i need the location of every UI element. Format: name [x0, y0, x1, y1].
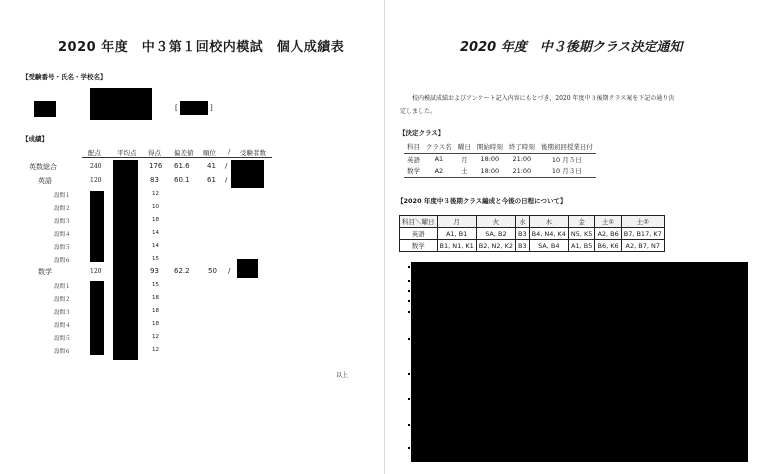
table-cell: 数学: [400, 240, 438, 252]
table-header-cell: 土①: [595, 216, 621, 228]
row-slash: /: [225, 162, 228, 170]
row-label: 設問３: [54, 219, 71, 225]
row-slash: /: [225, 176, 228, 184]
header-deviation: 偏差値: [174, 149, 194, 157]
list-bullet: [408, 266, 410, 268]
row-score: 12: [152, 334, 159, 340]
table-cell: B3: [516, 240, 530, 252]
row-label: 英数総合: [29, 163, 57, 171]
table-header-cell: 金: [568, 216, 595, 228]
table-header-cell: 開始時刻: [474, 141, 506, 153]
row-label: 設問５: [54, 336, 71, 342]
redacted-examinees-math: [237, 259, 258, 278]
table-row: [400, 240, 665, 252]
intro-line-2: 定しました。: [400, 108, 437, 115]
table-header-cell: 後期初回授業日付: [538, 141, 596, 153]
row-score: 10: [152, 204, 159, 210]
class-schedule-table: [399, 215, 665, 252]
results-section-label: 【成績】: [22, 135, 48, 143]
row-deviation: 62.2: [174, 267, 190, 275]
row-rank: 41: [207, 162, 216, 170]
table-cell: 21:00: [506, 165, 538, 177]
school-bracket-close: ]: [210, 104, 213, 112]
row-rank: 61: [207, 176, 216, 184]
redacted-name: [90, 88, 152, 120]
row-label: 設問４: [54, 232, 71, 238]
table-cell: B6, K6: [595, 240, 621, 252]
intro-line-1: 校内模試成績およびアンケート記入内容にもとづき、2020 年度中３後期クラス案を下記の通り決: [412, 95, 675, 102]
header-rule: [82, 157, 272, 158]
row-rank: 50: [208, 267, 217, 275]
header-average: 平均点: [117, 149, 137, 157]
table-header-cell: 土②: [621, 216, 664, 228]
row-label: 設問６: [54, 349, 71, 355]
header-rank: 順位: [203, 149, 216, 157]
table-cell: A2, B6: [595, 228, 621, 240]
table-cell: B3: [516, 228, 530, 240]
table-cell: SA, B2: [476, 228, 515, 240]
table-cell: 英語: [400, 228, 438, 240]
table-cell: B2, N2, K2: [476, 240, 515, 252]
redacted-average-column: [113, 160, 138, 360]
row-label: 設問３: [54, 310, 71, 316]
row-label: 設問１: [54, 284, 71, 290]
table-row: [404, 165, 596, 177]
row-score: 176: [149, 162, 163, 170]
row-deviation: 61.6: [174, 162, 190, 170]
redacted-english-subpoints: [90, 191, 104, 262]
row-score: 18: [152, 321, 159, 327]
table-cell: B1, N1, K1: [437, 240, 476, 252]
table-row: [400, 228, 665, 240]
list-bullet: [408, 311, 410, 313]
table-header-cell: 科目＼曜日: [400, 216, 438, 228]
table-cell: A2, B7, N7: [621, 240, 664, 252]
redacted-math-subpoints: [90, 281, 104, 355]
list-bullet: [408, 338, 410, 340]
row-score: 15: [152, 282, 159, 288]
row-score: 14: [152, 243, 159, 249]
class-notice-page: [386, 0, 762, 474]
table-cell: A1, B5: [568, 240, 595, 252]
table-cell: 英語: [407, 155, 420, 164]
class-section-label: 【決定クラス】: [399, 129, 445, 137]
list-bullet: [408, 424, 410, 426]
table-header-cell: 水: [516, 216, 530, 228]
row-label: 設問２: [54, 206, 71, 212]
row-slash: /: [228, 267, 231, 275]
row-score: 12: [152, 191, 159, 197]
redacted-schedule-details: [411, 262, 748, 462]
list-bullet: [408, 300, 410, 302]
row-score: 83: [150, 176, 159, 184]
closing-note: 以上: [336, 372, 349, 379]
table-cell: B4, N4, K4: [529, 228, 568, 240]
table-cell: B7, B17, K7: [621, 228, 664, 240]
header-examinees: 受験者数: [240, 149, 266, 157]
id-section-label: 【受験番号・氏名・学校名】: [22, 73, 107, 81]
table-header-row: [400, 216, 665, 228]
redacted-examinee-number: [34, 101, 56, 117]
row-deviation: 60.1: [174, 176, 190, 184]
row-score: 18: [152, 308, 159, 314]
table-cell: 10 月３日: [538, 165, 596, 177]
table-header-cell: クラス名: [423, 141, 455, 153]
table-cell: 土: [455, 165, 474, 177]
header-slash: /: [228, 148, 231, 156]
list-bullet: [408, 398, 410, 400]
table-cell: 数学: [404, 165, 423, 177]
row-points: 120: [90, 268, 102, 275]
list-bullet: [408, 373, 410, 375]
row-label: 設問１: [54, 193, 71, 199]
table-header-cell: 科目: [404, 141, 423, 153]
table-cell: A1, B1: [437, 228, 476, 240]
table-header-cell: 木: [529, 216, 568, 228]
row-label: 英語: [38, 177, 52, 185]
table-cell: SA, B4: [529, 240, 568, 252]
row-label: 設問４: [54, 323, 71, 329]
list-bullet: [408, 290, 410, 292]
table-cell: N5, K5: [568, 228, 595, 240]
list-bullet: [408, 280, 410, 282]
header-score: 得点: [148, 149, 161, 157]
row-points: 120: [90, 177, 102, 184]
row-label: 数学: [38, 268, 52, 276]
table-header-row: [404, 141, 596, 153]
table-cell: A1: [434, 155, 444, 164]
class-notice-title: 2020 年度 中３後期クラス決定通知: [460, 40, 683, 55]
score-report-title: 2020 年度 中３第１回校内模試 個人成績表: [58, 40, 345, 55]
row-label: 設問５: [54, 245, 71, 251]
table-header-cell: 火: [476, 216, 515, 228]
schedule-section-label: 【2020 年度中３後期クラス編成と今後の日程について】: [397, 197, 567, 205]
table-cell: 21:00: [512, 155, 532, 164]
table-cell: 月: [461, 155, 468, 164]
row-score: 12: [152, 347, 159, 353]
list-bullet: [408, 447, 410, 449]
redacted-examinees-total: [231, 160, 264, 188]
table-cell: 10 月５日: [551, 155, 582, 164]
table-header-cell: 終了時刻: [506, 141, 538, 153]
table-header-cell: 月: [437, 216, 476, 228]
table-cell: 18:00: [474, 165, 506, 177]
row-score: 93: [150, 267, 159, 275]
school-bracket-open: [: [175, 104, 178, 112]
table-cell: A2: [423, 165, 455, 177]
row-score: 15: [152, 256, 159, 262]
header-points: 配点: [88, 149, 101, 157]
decided-class-table: [404, 141, 596, 178]
row-points: 240: [90, 163, 102, 170]
table-row: [404, 153, 596, 165]
row-label: 設問２: [54, 297, 71, 303]
row-score: 14: [152, 230, 159, 236]
row-score: 18: [152, 217, 159, 223]
redacted-school: [180, 101, 208, 115]
row-score: 18: [152, 295, 159, 301]
table-header-cell: 曜日: [455, 141, 474, 153]
table-cell: 18:00: [480, 155, 500, 164]
row-label: 設問６: [54, 258, 71, 264]
